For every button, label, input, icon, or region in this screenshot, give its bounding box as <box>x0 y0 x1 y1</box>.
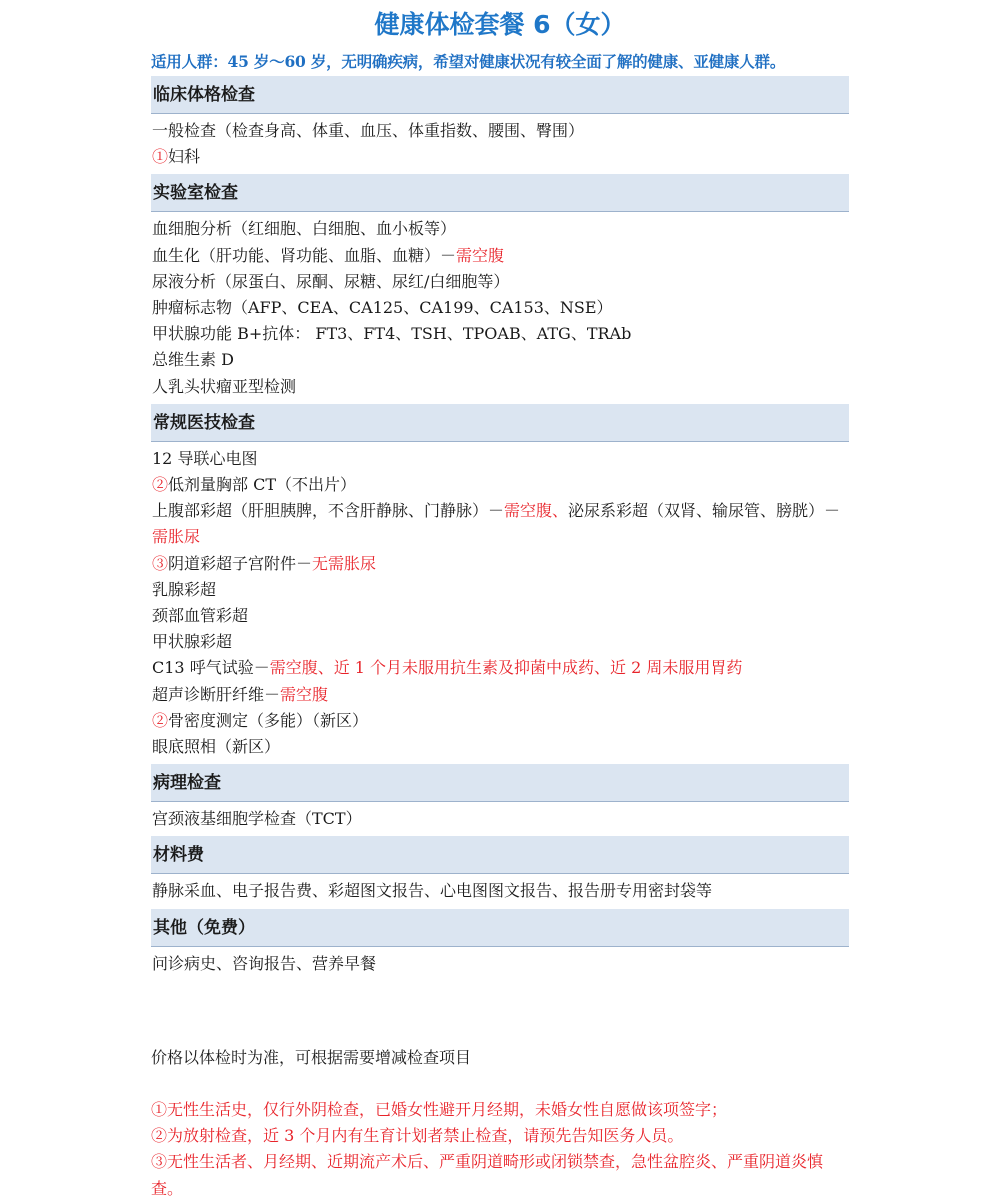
item-list <box>151 802 849 836</box>
item-text: C13 呼气试验－ <box>152 658 270 678</box>
exam-sections <box>151 76 849 981</box>
item-text: 低剂量胸部 CT（不出片） <box>168 475 357 495</box>
target-audience: 适用人群：45 岁～60 岁，无明确疾病，希望对健康状况有较全面了解的健康、亚健康人群。 <box>151 52 786 71</box>
highlight-text: 需胀尿 <box>152 527 201 547</box>
item-text: 肿瘤标志物（AFP、CEA、CA125、CA199、CA153、NSE） <box>152 298 613 318</box>
exam-item <box>151 629 849 655</box>
item-text: 阴道彩超子宫附件－ <box>168 553 313 573</box>
item-list <box>151 947 849 981</box>
exam-item <box>151 603 849 629</box>
item-text: 甲状腺彩超 <box>152 632 233 652</box>
section-header: 其他（免费） <box>151 909 849 947</box>
highlight-text: 无需胀尿 <box>312 553 377 573</box>
highlight-text: ② <box>152 475 169 495</box>
exam-item <box>151 347 849 373</box>
item-text: 总维生素 D <box>152 350 234 370</box>
highlight-text: 需空腹 <box>280 684 329 704</box>
highlight-text: ① <box>152 147 169 167</box>
exam-item <box>151 295 849 321</box>
section-block <box>151 909 849 981</box>
item-text: 问诊病史、咨询报告、营养早餐 <box>152 953 377 973</box>
exam-item <box>151 878 849 904</box>
footnote: ②为放射检查，近 3 个月内有生育计划者禁止检查，请预先告知医务人员。 <box>151 1126 684 1146</box>
item-text: 泌尿系彩超（双肾、输尿管、膀胱）－ <box>568 501 841 521</box>
section-block <box>151 76 849 174</box>
exam-item <box>151 951 849 977</box>
item-list <box>151 874 849 908</box>
spacer <box>151 1071 849 1097</box>
spacer <box>151 981 849 1045</box>
highlight-text: 需空腹、 <box>504 501 569 521</box>
item-list <box>151 442 849 764</box>
item-text: 甲状腺功能 B+抗体： FT3、FT4、TSH、TPOAB、ATG、TRAb <box>152 324 632 344</box>
item-text: 宫颈液基细胞学检查（TCT） <box>152 809 362 829</box>
section-header: 临床体格检查 <box>151 76 849 114</box>
exam-item <box>151 216 849 242</box>
highlight-text: 需空腹、近 1 个月未服用抗生素及抑菌中成药、近 2 周未服用胃药 <box>269 658 743 678</box>
exam-item <box>151 243 849 269</box>
item-text: 超声诊断肝纤维－ <box>152 684 281 704</box>
section-block <box>151 174 849 403</box>
section-block <box>151 404 849 764</box>
exam-item <box>151 446 849 472</box>
highlight-text: 需空腹 <box>456 245 505 265</box>
item-text: 眼底照相（新区） <box>152 737 281 757</box>
footnote: ①无性生活史，仅行外阴检查，已婚女性避开月经期，未婚女性自愿做该项签字； <box>151 1100 728 1120</box>
section-block <box>151 764 849 836</box>
item-text: 12 导联心电图 <box>152 448 258 468</box>
item-list <box>151 114 849 174</box>
item-text: 人乳头状瘤亚型检测 <box>152 376 297 396</box>
exam-item <box>151 269 849 295</box>
item-list <box>151 212 849 403</box>
item-text: 妇科 <box>168 147 201 167</box>
exam-item <box>151 682 849 708</box>
section-header: 实验室检查 <box>151 174 849 212</box>
exam-item <box>151 472 849 498</box>
item-text: 颈部血管彩超 <box>152 606 249 626</box>
item-text: 一般检查（检查身高、体重、血压、体重指数、腰围、臀围） <box>152 121 585 140</box>
exam-item <box>151 577 849 603</box>
highlight-text: ② <box>152 710 169 730</box>
footnote: ③无性生活者、月经期、近期流产术后、严重阴道畸形或闭锁禁查，急性盆腔炎、严重阴道炎慎查。 <box>151 1152 824 1198</box>
exam-item <box>151 551 849 577</box>
section-header: 材料费 <box>151 836 849 874</box>
highlight-text: ③ <box>152 553 169 573</box>
section-block <box>151 836 849 908</box>
section-header: 常规医技检查 <box>151 404 849 442</box>
exam-item <box>151 708 849 734</box>
exam-item <box>151 321 849 347</box>
exam-item <box>151 655 849 681</box>
item-text: 尿液分析（尿蛋白、尿酮、尿糖、尿红/白细胞等） <box>152 271 510 291</box>
item-text: 骨密度测定（多能）（新区） <box>168 710 369 730</box>
item-text: 血细胞分析（红细胞、白细胞、血小板等） <box>152 219 457 239</box>
exam-item <box>151 734 849 760</box>
document-page <box>151 0 849 1202</box>
price-note: 价格以体检时为准，可根据需要增减检查项目 <box>151 1047 472 1067</box>
exam-item <box>151 498 849 550</box>
item-text: 乳腺彩超 <box>152 579 217 599</box>
exam-item <box>151 374 849 400</box>
page-title: 健康体检套餐 6（女） <box>374 10 626 39</box>
item-text: 上腹部彩超（肝胆胰脾，不含肝静脉、门静脉）－ <box>152 501 505 521</box>
item-text: 静脉采血、电子报告费、彩超图文报告、心电图图文报告、报告册专用密封袋等 <box>152 881 713 901</box>
exam-item <box>151 118 849 144</box>
exam-item <box>151 806 849 832</box>
item-text: 血生化（肝功能、肾功能、血脂、血糖）－ <box>152 245 457 265</box>
exam-item <box>151 144 849 170</box>
section-header: 病理检查 <box>151 764 849 802</box>
